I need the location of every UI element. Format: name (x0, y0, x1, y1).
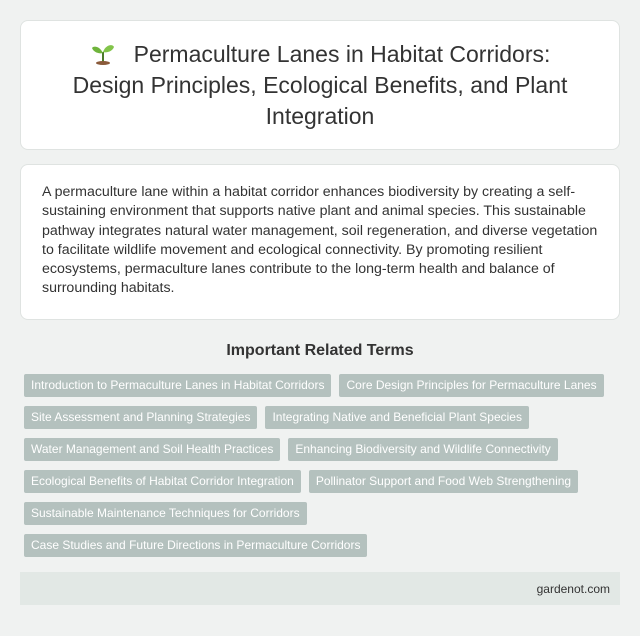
site-link[interactable]: gardenot.com (536, 581, 610, 596)
term-tag[interactable]: Pollinator Support and Food Web Strengthening (309, 470, 578, 493)
page-title-text: Permaculture Lanes in Habitat Corridors: Design Principles, Ecological Benefits, and Plant Integration (72, 40, 568, 129)
page-title (51, 39, 589, 132)
term-tag[interactable]: Core Design Principles for Permaculture Lanes (339, 374, 603, 397)
term-tag[interactable]: Case Studies and Future Directions in Permaculture Corridors (24, 534, 367, 557)
term-tag[interactable]: Sustainable Maintenance Techniques for Corridors (24, 502, 307, 525)
term-tag[interactable]: Integrating Native and Beneficial Plant Species (265, 406, 529, 429)
summary-card (20, 164, 620, 320)
term-tag[interactable]: Enhancing Biodiversity and Wildlife Connectivity (288, 438, 557, 461)
title-card (20, 20, 620, 150)
sprout-icon (90, 41, 116, 65)
related-terms-heading: Important Related Terms (226, 342, 414, 359)
term-tag[interactable]: Introduction to Permaculture Lanes in Habitat Corridors (24, 374, 331, 397)
footer (20, 572, 620, 605)
summary-text: A permaculture lane within a habitat corridor enhances biodiversity by creating a self-sustaining environment that supports native plant and animal species. This sustainable pathway integrates natural water management, soil regeneration, and diverse vegetation to facilitate wildlife movement and ecological connectivity. By promoting resilient ecosystems, permaculture lanes contribute to the long-term health and balance of surrounding habitats. (42, 184, 598, 297)
term-tag[interactable]: Site Assessment and Planning Strategies (24, 406, 257, 429)
related-terms-list (24, 374, 624, 557)
term-tag[interactable]: Water Management and Soil Health Practices (24, 438, 280, 461)
term-tag[interactable]: Ecological Benefits of Habitat Corridor Integration (24, 470, 301, 493)
